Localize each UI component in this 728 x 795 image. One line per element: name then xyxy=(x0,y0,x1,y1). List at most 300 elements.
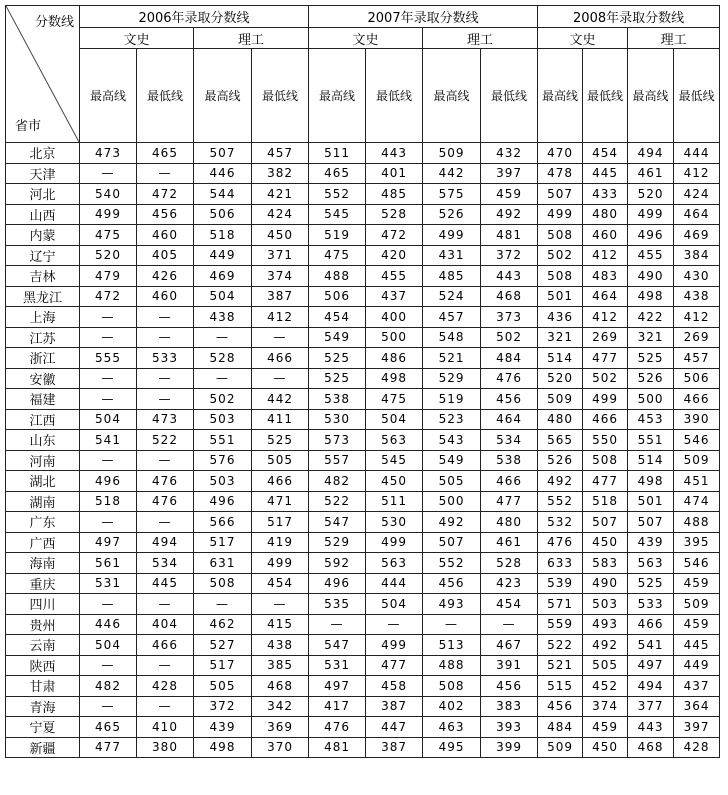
score-cell: 506 xyxy=(309,286,366,307)
score-cell: 499 xyxy=(583,389,628,410)
table-row xyxy=(6,307,720,328)
score-cell: 373 xyxy=(481,307,538,328)
score-cell: 471 xyxy=(252,491,309,512)
score-cell: 466 xyxy=(137,635,194,656)
score-cell: 552 xyxy=(423,553,481,574)
score-cell: 490 xyxy=(583,573,628,594)
score-cell: 505 xyxy=(252,450,309,471)
score-cell: 523 xyxy=(423,409,481,430)
score-cell: 469 xyxy=(674,225,720,246)
score-cell: 477 xyxy=(583,348,628,369)
score-cell: 547 xyxy=(309,635,366,656)
score-cell: — xyxy=(252,368,309,389)
score-cell: 492 xyxy=(583,635,628,656)
score-cell: 481 xyxy=(309,737,366,758)
score-cell: 488 xyxy=(309,266,366,287)
table-row xyxy=(6,327,720,348)
score-cell: 467 xyxy=(481,635,538,656)
score-cell: 500 xyxy=(366,327,423,348)
score-cell: 504 xyxy=(194,286,252,307)
score-cell: 443 xyxy=(628,717,674,738)
score-cell: 505 xyxy=(423,471,481,492)
score-cell: 505 xyxy=(194,676,252,697)
score-cell: 412 xyxy=(583,307,628,328)
score-cell: 455 xyxy=(366,266,423,287)
table-row xyxy=(6,286,720,307)
score-cell: 573 xyxy=(309,430,366,451)
score-cell: 473 xyxy=(137,409,194,430)
score-cell: 533 xyxy=(137,348,194,369)
province-label: 江西 xyxy=(6,409,80,430)
score-cell: 499 xyxy=(423,225,481,246)
score-cell: 498 xyxy=(194,737,252,758)
score-cell: 439 xyxy=(194,717,252,738)
score-cell: 423 xyxy=(481,573,538,594)
score-cell: 490 xyxy=(628,266,674,287)
score-cell: 483 xyxy=(583,266,628,287)
score-cell: 524 xyxy=(423,286,481,307)
score-cell: 417 xyxy=(309,696,366,717)
score-cell: 494 xyxy=(137,532,194,553)
score-cell: 476 xyxy=(137,471,194,492)
score-cell: 466 xyxy=(628,614,674,635)
score-cell: 428 xyxy=(674,737,720,758)
score-cell: 518 xyxy=(194,225,252,246)
table-row xyxy=(6,614,720,635)
score-cell: 531 xyxy=(309,655,366,676)
province-label: 福建 xyxy=(6,389,80,410)
province-label: 青海 xyxy=(6,696,80,717)
score-cell: 528 xyxy=(481,553,538,574)
score-cell: 463 xyxy=(423,717,481,738)
score-cell: 397 xyxy=(481,163,538,184)
score-cell: 504 xyxy=(80,409,137,430)
score-cell: — xyxy=(309,614,366,635)
score-cell: 528 xyxy=(194,348,252,369)
score-cell: 458 xyxy=(366,676,423,697)
score-cell: 538 xyxy=(309,389,366,410)
score-cell: 364 xyxy=(674,696,720,717)
subheader-highest: 最高线 xyxy=(194,49,252,143)
score-cell: 447 xyxy=(366,717,423,738)
score-cell: 481 xyxy=(481,225,538,246)
score-cell: 515 xyxy=(538,676,583,697)
table-row xyxy=(6,655,720,676)
score-cell: 501 xyxy=(538,286,583,307)
score-cell: 528 xyxy=(366,204,423,225)
score-cell: 468 xyxy=(628,737,674,758)
province-label: 陕西 xyxy=(6,655,80,676)
score-cell: — xyxy=(80,389,137,410)
score-cell: 509 xyxy=(423,143,481,164)
score-cell: 525 xyxy=(309,368,366,389)
category-header-liberal-arts-2006: 文史 xyxy=(80,28,194,49)
score-cell: 530 xyxy=(366,512,423,533)
score-cell: 506 xyxy=(674,368,720,389)
score-cell: 499 xyxy=(80,204,137,225)
score-cell: 492 xyxy=(481,204,538,225)
table-row xyxy=(6,245,720,266)
score-cell: 438 xyxy=(674,286,720,307)
province-label: 河南 xyxy=(6,450,80,471)
score-cell: 529 xyxy=(309,532,366,553)
score-cell: 383 xyxy=(481,696,538,717)
score-cell: 484 xyxy=(481,348,538,369)
score-cell: 476 xyxy=(538,532,583,553)
subheader-lowest: 最低线 xyxy=(252,49,309,143)
score-cell: 473 xyxy=(80,143,137,164)
score-cell: 548 xyxy=(423,327,481,348)
score-cell: 492 xyxy=(423,512,481,533)
score-cell: 520 xyxy=(628,184,674,205)
province-label: 新疆 xyxy=(6,737,80,758)
score-cell: 531 xyxy=(80,573,137,594)
score-cell: 465 xyxy=(137,143,194,164)
category-header-science-2006: 理工 xyxy=(194,28,309,49)
score-cell: 457 xyxy=(252,143,309,164)
score-cell: 478 xyxy=(538,163,583,184)
score-cell: 557 xyxy=(309,450,366,471)
score-cell: 476 xyxy=(137,491,194,512)
score-cell: 501 xyxy=(628,491,674,512)
table-row xyxy=(6,143,720,164)
score-cell: 498 xyxy=(366,368,423,389)
score-cell: 504 xyxy=(80,635,137,656)
score-cell: 438 xyxy=(194,307,252,328)
score-cell: 442 xyxy=(423,163,481,184)
score-cell: 454 xyxy=(583,143,628,164)
score-cell: 456 xyxy=(538,696,583,717)
province-label: 广西 xyxy=(6,532,80,553)
score-cell: — xyxy=(137,655,194,676)
score-cell: 426 xyxy=(137,266,194,287)
score-cell: 460 xyxy=(583,225,628,246)
table-row xyxy=(6,409,720,430)
score-cell: 480 xyxy=(583,204,628,225)
table-row xyxy=(6,635,720,656)
score-cell: 466 xyxy=(252,471,309,492)
score-cell: 503 xyxy=(194,409,252,430)
province-label: 云南 xyxy=(6,635,80,656)
score-cell: 498 xyxy=(628,286,674,307)
score-cell: 466 xyxy=(481,471,538,492)
table-row xyxy=(6,225,720,246)
score-cell: 494 xyxy=(628,143,674,164)
score-cell: 456 xyxy=(423,573,481,594)
score-cell: 342 xyxy=(252,696,309,717)
score-cell: 456 xyxy=(137,204,194,225)
score-cell: 469 xyxy=(194,266,252,287)
score-cell: 387 xyxy=(366,696,423,717)
score-cell: 393 xyxy=(481,717,538,738)
score-cell: 451 xyxy=(674,471,720,492)
score-cell: 374 xyxy=(252,266,309,287)
score-cell: 502 xyxy=(538,245,583,266)
score-cell: 538 xyxy=(481,450,538,471)
score-cell: 561 xyxy=(80,553,137,574)
score-cell: 436 xyxy=(538,307,583,328)
score-cell: 432 xyxy=(481,143,538,164)
province-label: 重庆 xyxy=(6,573,80,594)
score-cell: 405 xyxy=(137,245,194,266)
score-cell: 382 xyxy=(252,163,309,184)
score-cell: 541 xyxy=(628,635,674,656)
score-cell: 545 xyxy=(309,204,366,225)
table-row xyxy=(6,491,720,512)
score-cell: 551 xyxy=(628,430,674,451)
table-row xyxy=(6,717,720,738)
score-cell: 539 xyxy=(538,573,583,594)
score-cell: 430 xyxy=(674,266,720,287)
corner-cell xyxy=(6,6,80,143)
province-label: 海南 xyxy=(6,553,80,574)
score-cell: 503 xyxy=(194,471,252,492)
score-cell: 450 xyxy=(583,532,628,553)
province-label: 广东 xyxy=(6,512,80,533)
score-cell: 450 xyxy=(366,471,423,492)
year-header-2007: 2007年录取分数线 xyxy=(309,6,538,28)
score-cell: 631 xyxy=(194,553,252,574)
score-cell: 517 xyxy=(194,532,252,553)
score-cell: 520 xyxy=(80,245,137,266)
score-cell: 592 xyxy=(309,553,366,574)
score-cell: 496 xyxy=(194,491,252,512)
score-cell: 508 xyxy=(538,266,583,287)
admission-score-table xyxy=(5,5,720,758)
table-row xyxy=(6,450,720,471)
score-cell: 412 xyxy=(674,163,720,184)
score-cell: 466 xyxy=(252,348,309,369)
score-cell: 566 xyxy=(194,512,252,533)
score-cell: 534 xyxy=(137,553,194,574)
category-header-science-2007: 理工 xyxy=(423,28,538,49)
score-cell: 549 xyxy=(309,327,366,348)
province-label: 黑龙江 xyxy=(6,286,80,307)
score-cell: 475 xyxy=(366,389,423,410)
score-cell: 400 xyxy=(366,307,423,328)
score-cell: 506 xyxy=(194,204,252,225)
score-cell: 472 xyxy=(80,286,137,307)
score-cell: — xyxy=(80,163,137,184)
score-cell: — xyxy=(80,450,137,471)
score-cell: 493 xyxy=(583,614,628,635)
table-row xyxy=(6,430,720,451)
score-cell: 482 xyxy=(309,471,366,492)
table-row xyxy=(6,266,720,287)
score-cell: 387 xyxy=(366,737,423,758)
score-cell: 522 xyxy=(137,430,194,451)
score-cell: 496 xyxy=(628,225,674,246)
subheader-lowest: 最低线 xyxy=(583,49,628,143)
province-label: 吉林 xyxy=(6,266,80,287)
score-cell: 370 xyxy=(252,737,309,758)
province-label: 河北 xyxy=(6,184,80,205)
score-cell: 519 xyxy=(423,389,481,410)
score-cell: 415 xyxy=(252,614,309,635)
province-label: 湖北 xyxy=(6,471,80,492)
score-cell: 497 xyxy=(309,676,366,697)
score-cell: 476 xyxy=(481,368,538,389)
score-cell: 456 xyxy=(481,389,538,410)
score-cell: 509 xyxy=(674,450,720,471)
score-cell: 549 xyxy=(423,450,481,471)
score-cell: 529 xyxy=(423,368,481,389)
score-cell: 464 xyxy=(583,286,628,307)
score-cell: 494 xyxy=(628,676,674,697)
score-cell: 459 xyxy=(674,573,720,594)
province-label: 辽宁 xyxy=(6,245,80,266)
score-cell: 422 xyxy=(628,307,674,328)
score-cell: 525 xyxy=(628,348,674,369)
score-cell: 468 xyxy=(481,286,538,307)
subheader-lowest: 最低线 xyxy=(366,49,423,143)
score-cell: 499 xyxy=(366,532,423,553)
score-cell: 521 xyxy=(538,655,583,676)
table-row xyxy=(6,573,720,594)
year-header-2006: 2006年录取分数线 xyxy=(80,6,309,28)
province-label: 浙江 xyxy=(6,348,80,369)
score-cell: 449 xyxy=(194,245,252,266)
score-cell: 525 xyxy=(309,348,366,369)
score-cell: 544 xyxy=(194,184,252,205)
score-cell: — xyxy=(137,696,194,717)
score-cell: — xyxy=(423,614,481,635)
score-cell: 474 xyxy=(674,491,720,512)
score-cell: 424 xyxy=(674,184,720,205)
score-cell: 500 xyxy=(423,491,481,512)
score-cell: 399 xyxy=(481,737,538,758)
score-cell: 576 xyxy=(194,450,252,471)
score-cell: 484 xyxy=(538,717,583,738)
score-cell: 475 xyxy=(309,245,366,266)
score-cell: 507 xyxy=(194,143,252,164)
table-row xyxy=(6,737,720,758)
score-cell: — xyxy=(80,696,137,717)
score-cell: 454 xyxy=(309,307,366,328)
score-cell: — xyxy=(80,512,137,533)
province-label: 江苏 xyxy=(6,327,80,348)
score-cell: 384 xyxy=(674,245,720,266)
score-cell: 477 xyxy=(366,655,423,676)
score-cell: 445 xyxy=(137,573,194,594)
subheader-lowest: 最低线 xyxy=(137,49,194,143)
score-cell: 419 xyxy=(252,532,309,553)
score-cell: 443 xyxy=(481,266,538,287)
score-cell: — xyxy=(137,512,194,533)
score-cell: 410 xyxy=(137,717,194,738)
score-cell: 541 xyxy=(80,430,137,451)
score-cell: 390 xyxy=(674,409,720,430)
score-cell: — xyxy=(194,594,252,615)
score-cell: 479 xyxy=(80,266,137,287)
subheader-row xyxy=(6,49,720,143)
year-header-2008: 2008年录取分数线 xyxy=(538,6,720,28)
score-cell: 460 xyxy=(137,286,194,307)
score-cell: 507 xyxy=(583,512,628,533)
province-label: 湖南 xyxy=(6,491,80,512)
year-header-row xyxy=(6,6,720,28)
score-cell: 485 xyxy=(366,184,423,205)
score-cell: 492 xyxy=(538,471,583,492)
score-cell: 497 xyxy=(80,532,137,553)
score-cell: 446 xyxy=(80,614,137,635)
score-cell: 552 xyxy=(538,491,583,512)
score-cell: 377 xyxy=(628,696,674,717)
score-cell: 457 xyxy=(674,348,720,369)
score-cell: 437 xyxy=(674,676,720,697)
category-header-science-2008: 理工 xyxy=(628,28,720,49)
score-cell: 583 xyxy=(583,553,628,574)
score-cell: — xyxy=(137,368,194,389)
score-cell: 461 xyxy=(628,163,674,184)
score-cell: — xyxy=(137,389,194,410)
score-cell: 550 xyxy=(583,430,628,451)
score-cell: 404 xyxy=(137,614,194,635)
score-cell: 526 xyxy=(423,204,481,225)
score-cell: — xyxy=(366,614,423,635)
score-cell: 372 xyxy=(481,245,538,266)
score-cell: 420 xyxy=(366,245,423,266)
score-cell: — xyxy=(80,655,137,676)
score-cell: 547 xyxy=(309,512,366,533)
score-cell: 466 xyxy=(583,409,628,430)
score-cell: 442 xyxy=(252,389,309,410)
score-cell: 321 xyxy=(628,327,674,348)
category-header-liberal-arts-2008: 文史 xyxy=(538,28,628,49)
province-label: 贵州 xyxy=(6,614,80,635)
score-cell: — xyxy=(481,614,538,635)
score-cell: — xyxy=(137,307,194,328)
table-header xyxy=(6,6,720,143)
score-cell: 482 xyxy=(80,676,137,697)
score-cell: 468 xyxy=(252,676,309,697)
score-cell: 530 xyxy=(309,409,366,430)
province-label: 甘肃 xyxy=(6,676,80,697)
score-cell: 535 xyxy=(309,594,366,615)
score-cell: 371 xyxy=(252,245,309,266)
province-label: 内蒙 xyxy=(6,225,80,246)
score-cell: 477 xyxy=(583,471,628,492)
score-cell: 438 xyxy=(252,635,309,656)
score-cell: 411 xyxy=(252,409,309,430)
table-row xyxy=(6,532,720,553)
score-cell: 452 xyxy=(583,676,628,697)
table-row xyxy=(6,594,720,615)
score-cell: 433 xyxy=(583,184,628,205)
score-cell: 500 xyxy=(628,389,674,410)
score-cell: 633 xyxy=(538,553,583,574)
category-header-row xyxy=(6,28,720,49)
score-cell: 508 xyxy=(538,225,583,246)
score-cell: 495 xyxy=(423,737,481,758)
province-label: 宁夏 xyxy=(6,717,80,738)
score-cell: 445 xyxy=(583,163,628,184)
table-row xyxy=(6,389,720,410)
table-row xyxy=(6,512,720,533)
score-cell: 526 xyxy=(628,368,674,389)
score-cell: 555 xyxy=(80,348,137,369)
table-row xyxy=(6,348,720,369)
score-cell: 563 xyxy=(366,553,423,574)
score-cell: 525 xyxy=(252,430,309,451)
table-row xyxy=(6,204,720,225)
score-cell: 443 xyxy=(366,143,423,164)
score-cell: 470 xyxy=(538,143,583,164)
score-cell: 455 xyxy=(628,245,674,266)
score-cell: 522 xyxy=(309,491,366,512)
score-cell: — xyxy=(80,368,137,389)
score-cell: 571 xyxy=(538,594,583,615)
